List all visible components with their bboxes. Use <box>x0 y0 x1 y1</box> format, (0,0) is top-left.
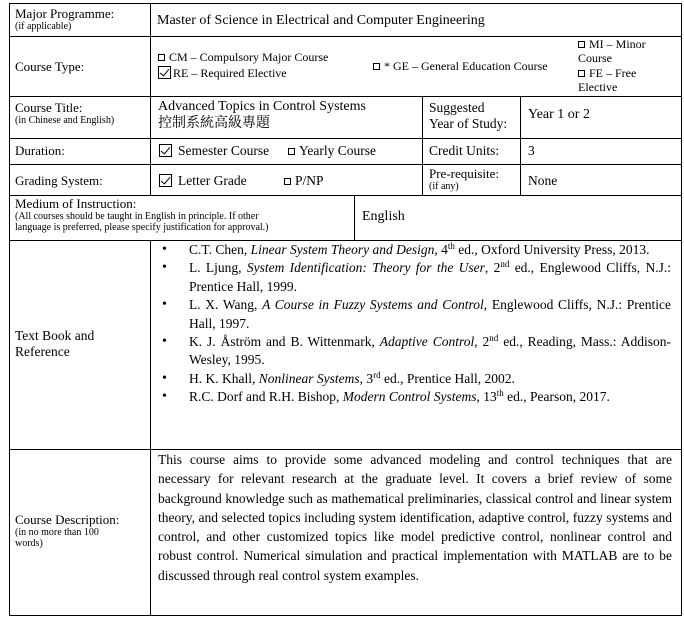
option-re[interactable] <box>158 66 287 81</box>
mi-checkbox[interactable] <box>578 41 585 48</box>
semester-label: Semester Course <box>178 143 270 158</box>
fe-label: FE – Free Elective <box>578 66 637 94</box>
duration-label: Duration: <box>15 143 65 158</box>
option-mi[interactable] <box>578 37 678 65</box>
reference-detail: , 2 <box>474 334 490 350</box>
reference-detail: , 13 <box>476 389 497 405</box>
reference-publisher: ed., Prentice Hall, 2002. <box>380 370 515 386</box>
row-course-type <box>9 36 682 96</box>
description-label: Course Description: <box>15 512 120 527</box>
description-label-cell <box>10 450 151 615</box>
reference-edition-suffix: th <box>496 388 504 399</box>
prereq-value-cell <box>521 165 681 195</box>
option-ge[interactable] <box>373 59 548 74</box>
reference-title: A Course in Fuzzy Systems and Control <box>262 297 484 313</box>
row-textbook <box>9 240 682 449</box>
reference-detail: , 4 <box>434 242 448 257</box>
textbook-label-2: Reference <box>15 344 70 359</box>
suggested-label-1: Suggested <box>429 100 485 115</box>
description-sub-1: (in no more than 100 <box>15 527 99 538</box>
cm-label: CM – Compulsory Major Course <box>169 50 329 64</box>
major-programme-value-cell <box>151 4 681 36</box>
reference-publisher: ed., Englewood Cliffs, N.J.: Prentice Hall, 1999. <box>189 260 672 294</box>
reference-detail: , Englewood Cliffs, N.J.: Prentice Hall, 1997. <box>189 297 672 331</box>
row-grading <box>9 164 682 195</box>
medium-note-1: (All courses should be taught in English in principle. If other <box>15 211 259 222</box>
course-title-label: Course Title: <box>15 100 83 115</box>
pnp-checkbox[interactable] <box>284 178 291 185</box>
mi-label: MI – Minor Course <box>578 37 646 65</box>
option-semester[interactable] <box>159 143 269 159</box>
reference-title: Linear System Theory and Design <box>250 242 435 257</box>
reference-detail: , 2 <box>484 260 501 276</box>
re-checkbox-checked[interactable] <box>158 66 171 79</box>
reference-author: R.C. Dorf and R.H. Bishop, <box>189 389 343 405</box>
description-text-cell <box>151 450 681 615</box>
duration-options-cell <box>151 139 423 164</box>
credit-label-cell <box>423 139 521 164</box>
cm-checkbox[interactable] <box>158 54 165 61</box>
reference-item <box>158 333 671 370</box>
reference-detail: , 3 <box>359 370 374 386</box>
reference-author: K. J. Åström and B. Wittenmark, <box>189 334 380 350</box>
prereq-label: Pre-requisite: <box>429 166 500 181</box>
prereq-sublabel: (if any) <box>429 181 459 192</box>
prereq-label-cell <box>423 165 521 195</box>
course-title-value-cell <box>151 97 423 138</box>
reference-author: H. K. Khall, <box>189 370 259 386</box>
major-programme-label-cell <box>10 4 151 36</box>
grading-label-cell <box>10 165 151 195</box>
course-type-options-cell <box>151 37 681 96</box>
semester-checkbox-checked[interactable] <box>159 144 172 157</box>
credit-value: 3 <box>528 143 535 158</box>
course-type-label-cell <box>10 37 151 96</box>
course-title-zh: 控制系統高級專題 <box>158 115 270 131</box>
reference-item <box>158 259 671 296</box>
reference-edition-suffix: nd <box>489 333 499 344</box>
course-title-en: Advanced Topics in Control Systems <box>158 99 366 114</box>
suggested-label-2: Year of Study: <box>429 116 508 131</box>
course-title-label-cell <box>10 97 151 138</box>
letter-grade-checkbox-checked[interactable] <box>159 174 172 187</box>
row-duration <box>9 138 682 164</box>
suggested-year-value: Year 1 or 2 <box>528 107 590 122</box>
reference-edition-suffix: rd <box>373 369 381 380</box>
reference-item <box>158 241 671 259</box>
duration-label-cell <box>10 139 151 164</box>
option-letter-grade[interactable] <box>159 173 247 189</box>
major-programme-value: Master of Science in Electrical and Computer Engineering <box>157 13 485 28</box>
grading-options-cell <box>151 165 423 195</box>
reference-author: L. Ljung, <box>189 260 247 276</box>
textbook-label-cell <box>10 241 151 449</box>
row-medium <box>9 195 682 240</box>
option-yearly[interactable] <box>288 143 376 159</box>
row-course-title <box>9 96 682 138</box>
reference-edition-suffix: nd <box>500 259 510 270</box>
reference-item <box>158 388 671 406</box>
medium-note-2: language is preferred, please specify justification for approval.) <box>15 222 269 233</box>
reference-item <box>158 370 671 388</box>
reference-author: C.T. Chen, <box>189 242 251 257</box>
reference-publisher: ed., Oxford University Press, 2013. <box>454 242 650 257</box>
reference-list <box>158 241 671 407</box>
prereq-value: None <box>528 173 558 188</box>
suggested-year-label-cell <box>423 97 521 138</box>
medium-value-cell <box>355 196 681 240</box>
option-fe[interactable] <box>578 66 678 94</box>
reference-edition-suffix: th <box>447 241 455 251</box>
reference-publisher: ed., Reading, Mass.: Addison-Wesley, 1995. <box>189 334 671 368</box>
description-sub-2: words) <box>15 538 43 549</box>
reference-title: System Identification: Theory for the User <box>246 260 485 276</box>
ge-label: * GE – General Education Course <box>384 59 548 73</box>
textbook-label-1: Text Book and <box>15 328 95 343</box>
major-programme-sublabel: (if applicable) <box>15 21 72 32</box>
credit-label: Credit Units: <box>429 143 500 158</box>
textbook-refs-cell <box>151 241 681 449</box>
letter-grade-label: Letter Grade <box>178 173 247 188</box>
pnp-label: P/NP <box>295 173 324 188</box>
option-cm[interactable] <box>158 50 328 65</box>
course-title-sublabel: (in Chinese and English) <box>15 115 115 126</box>
suggested-year-value-cell <box>521 97 681 138</box>
yearly-label: Yearly Course <box>299 143 376 158</box>
reference-author: L. X. Wang, <box>189 297 263 313</box>
re-label: RE – Required Elective <box>173 66 287 80</box>
yearly-checkbox[interactable] <box>288 148 295 155</box>
reference-title: Adaptive Control <box>379 334 475 350</box>
course-type-label: Course Type: <box>15 59 85 74</box>
reference-title: Modern Control Systems <box>342 389 477 405</box>
option-pnp[interactable] <box>284 173 324 189</box>
reference-item <box>158 296 671 333</box>
reference-title: Nonlinear Systems <box>258 370 360 386</box>
medium-value: English <box>362 209 405 224</box>
reference-publisher: ed., Pearson, 2017. <box>503 389 610 405</box>
row-description <box>9 449 682 615</box>
row-major-programme <box>9 3 682 36</box>
medium-label: Medium of Instruction: <box>15 196 137 211</box>
table-bottom-border <box>9 615 682 616</box>
medium-label-cell <box>10 196 355 240</box>
fe-checkbox[interactable] <box>578 70 585 77</box>
major-programme-label: Major Programme: <box>15 6 115 21</box>
description-text: This course aims to provide some advanced modeling and control techniques that are necessary for relevant research at the graduate level. It covers a brief review of some background knowledge such as mathematical preliminaries, classical control and linear system theory, and selected topics including system identification, adaptive control, fuzzy systems and control, and other customized topics like model predictive control, nonlinear control and robust control. Numerical simulation and practical implementation with MATLAB are to be discussed through real control system examples. <box>158 452 672 583</box>
grading-label: Grading System: <box>15 173 103 188</box>
credit-value-cell <box>521 139 681 164</box>
ge-checkbox[interactable] <box>373 63 380 70</box>
